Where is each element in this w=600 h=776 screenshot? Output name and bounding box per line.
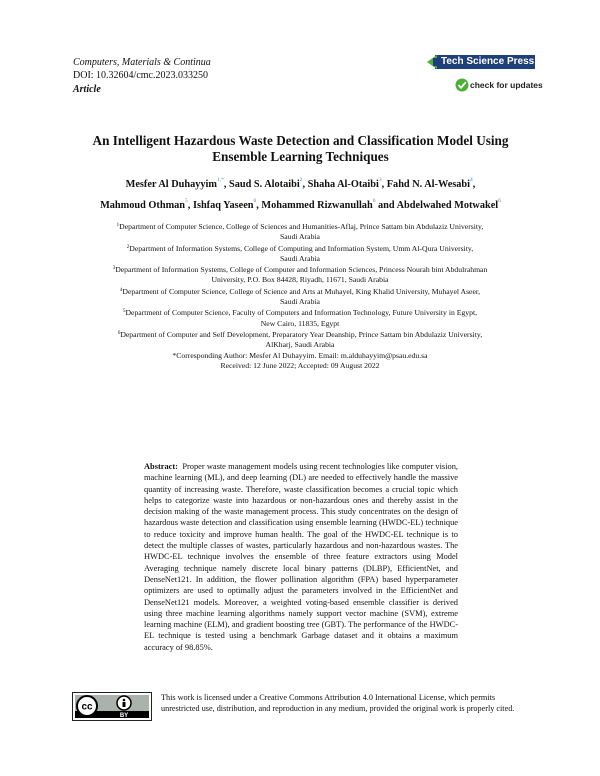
- affiliation-cont: Saudi Arabia: [280, 232, 320, 242]
- separator: ,: [256, 200, 262, 211]
- affiliation-cont: AlKharj, Saudi Arabia: [265, 340, 335, 350]
- author-name: Mesfer Al Duhayyim: [125, 179, 217, 190]
- affiliation-cont: Saudi Arabia: [280, 297, 320, 307]
- affiliation: [70, 221, 530, 232]
- affiliation-text: Department of Information Systems, College of Computer and Information Sciences, Princess Nourah bint Abdulrahman: [115, 265, 488, 275]
- affiliation-text: Department of Computer Science, College of Science and Arts at Muhayel, King Khalid University, Muhayel Aseer,: [122, 286, 481, 296]
- affiliation-text: Department of Computer and Self Development, Preparatory Year Deanship, Prince Sattam bin Abdulaziz University,: [120, 329, 483, 339]
- affiliation-cont: Saudi Arabia: [280, 253, 320, 263]
- author-mark[interactable]: 6: [498, 198, 501, 204]
- affiliation-text: Department of Computer Science, College of Sciences and Humanities-Aflaj, Prince Sattam bin Abdulaziz University,: [119, 222, 484, 231]
- title-line: An Intelligent Hazardous Waste Detection and Classification Model Using: [92, 133, 509, 148]
- separator: and: [375, 200, 397, 211]
- affiliation-cont: New Cairo, 11835, Egypt: [260, 318, 340, 328]
- author-mark[interactable]: 3: [378, 177, 382, 183]
- author-mark[interactable]: 2: [299, 177, 303, 183]
- check-updates-label: check for updates: [470, 80, 543, 90]
- affiliation-text: Department of Computer Science, Faculty of Computers and Information Technology, Future University in Egypt,: [125, 308, 478, 318]
- author-list: [73, 172, 528, 214]
- check-for-updates-badge[interactable]: [455, 77, 543, 93]
- check-updates-icon: [455, 78, 469, 92]
- author-name: Mahmoud Othman: [100, 200, 186, 211]
- title-line: Ensemble Learning Techniques: [212, 149, 389, 164]
- separator: ,: [472, 179, 476, 190]
- affiliation-number: 3: [112, 266, 116, 272]
- affiliation: [70, 243, 530, 254]
- author-line-2: [73, 193, 528, 214]
- affiliation-text: Department of Information Systems, College of Computing and Information System, Umm Al-Qura University,: [129, 243, 474, 253]
- affiliation: [70, 329, 530, 340]
- cc-by-badge[interactable]: [72, 692, 152, 721]
- author-line-1: [73, 172, 528, 193]
- by-label: BY: [119, 713, 129, 719]
- separator: ,: [302, 179, 308, 190]
- tech-science-press-logo[interactable]: [425, 55, 533, 69]
- abstract-label: Abstract:: [144, 462, 178, 471]
- separator: ,: [223, 179, 230, 190]
- author-name: Abdelwahed Motwakel: [396, 200, 499, 211]
- author-name: Ishfaq Yaseen: [192, 200, 254, 211]
- abstract: [144, 461, 458, 653]
- journal-name: Computers, Materials & Continua: [73, 57, 211, 68]
- author-mark[interactable]: 6: [372, 198, 376, 204]
- author-name: Shaha Al-Otaibi: [307, 179, 379, 190]
- affiliation: [70, 307, 530, 318]
- affiliation-number: 4: [119, 287, 123, 293]
- author-mark[interactable]: 6: [253, 198, 257, 204]
- cc-label: cc: [81, 701, 93, 713]
- affiliations: [70, 221, 530, 371]
- separator: ,: [381, 179, 387, 190]
- abstract-text: Proper waste management models using recent technologies like computer vision, machine learning (ML), and deep learning (DL) are needed to effectively handle the massive quantity of increasing waste. Therefore, waste classification becomes a crucial topic which helps to categorize waste into hazardous or non-hazardous ones and thereby assist in the decision making of the waste management process. This study concentrates on the design of hazardous waste detection and classification using ensemble learning (HWDC-EL) technique to reduce toxicity and improve human health. The goal of the HWDC-EL technique is to detect the multiple classes of wastes, particularly hazardous and non-hazardous wastes. The HWDC-EL technique involves the ensemble of three feature extractors using Model Averaging technique namely discrete local binary patterns (DLBP), EfficientNet, and DenseNet121. In addition, the flower pollination algorithm (FPA) based hyperparameter optimizers are used to optimally adjust the parameters involved in the EfficientNet and DenseNet121 models. Moreover, a weighted voting-based ensemble classifier is derived using three machine learning algorithms namely support vector machine (SVM), extreme learning machine (ELM), and gradient boosting tree (GBT). The performance of the HWDC-EL technique is tested using a benchmark Garbage dataset and it obtains a maximum accuracy of 98.85%.: [144, 462, 458, 652]
- paper-title: [73, 133, 528, 165]
- creative-commons-icon: [72, 692, 152, 721]
- author-name: Fahd N. Al-Wesabi: [386, 179, 471, 190]
- affiliation-cont: University, P.O. Box 84428, Riyadh, 11671, Saudi Arabia: [211, 275, 389, 285]
- author-name: Mohammed Rizwanullah: [261, 200, 373, 211]
- affiliation-number: 6: [117, 330, 121, 336]
- author-mark[interactable]: 5: [185, 198, 188, 204]
- license-text: This work is licensed under a Creative Commons Attribution 4.0 International License, which permits unrestricted use, distribution, and reproduction in any medium, provided the original work is properly cited.: [161, 693, 515, 713]
- separator: ,: [187, 200, 193, 211]
- author-name: Saud S. Alotaibi: [229, 179, 300, 190]
- doi[interactable]: DOI: 10.32604/cmc.2023.033250: [73, 70, 208, 81]
- publisher-name: Tech Science Press: [441, 56, 535, 67]
- affiliation: [70, 286, 530, 297]
- author-mark[interactable]: 1,*: [216, 177, 224, 183]
- affiliation-number: 1: [116, 223, 120, 228]
- corresponding-author[interactable]: *Corresponding Author: Mesfer Al Duhayyim. Email: m.alduhayyim@psau.edu.sa: [172, 350, 428, 360]
- affiliation-number: 2: [126, 244, 130, 250]
- affiliation: [70, 264, 530, 275]
- article-type: Article: [73, 84, 101, 95]
- affiliation-number: 5: [122, 309, 126, 315]
- received-dates: Received: 12 June 2022; Accepted: 09 August 2022: [220, 360, 380, 370]
- author-mark[interactable]: 4: [470, 177, 473, 183]
